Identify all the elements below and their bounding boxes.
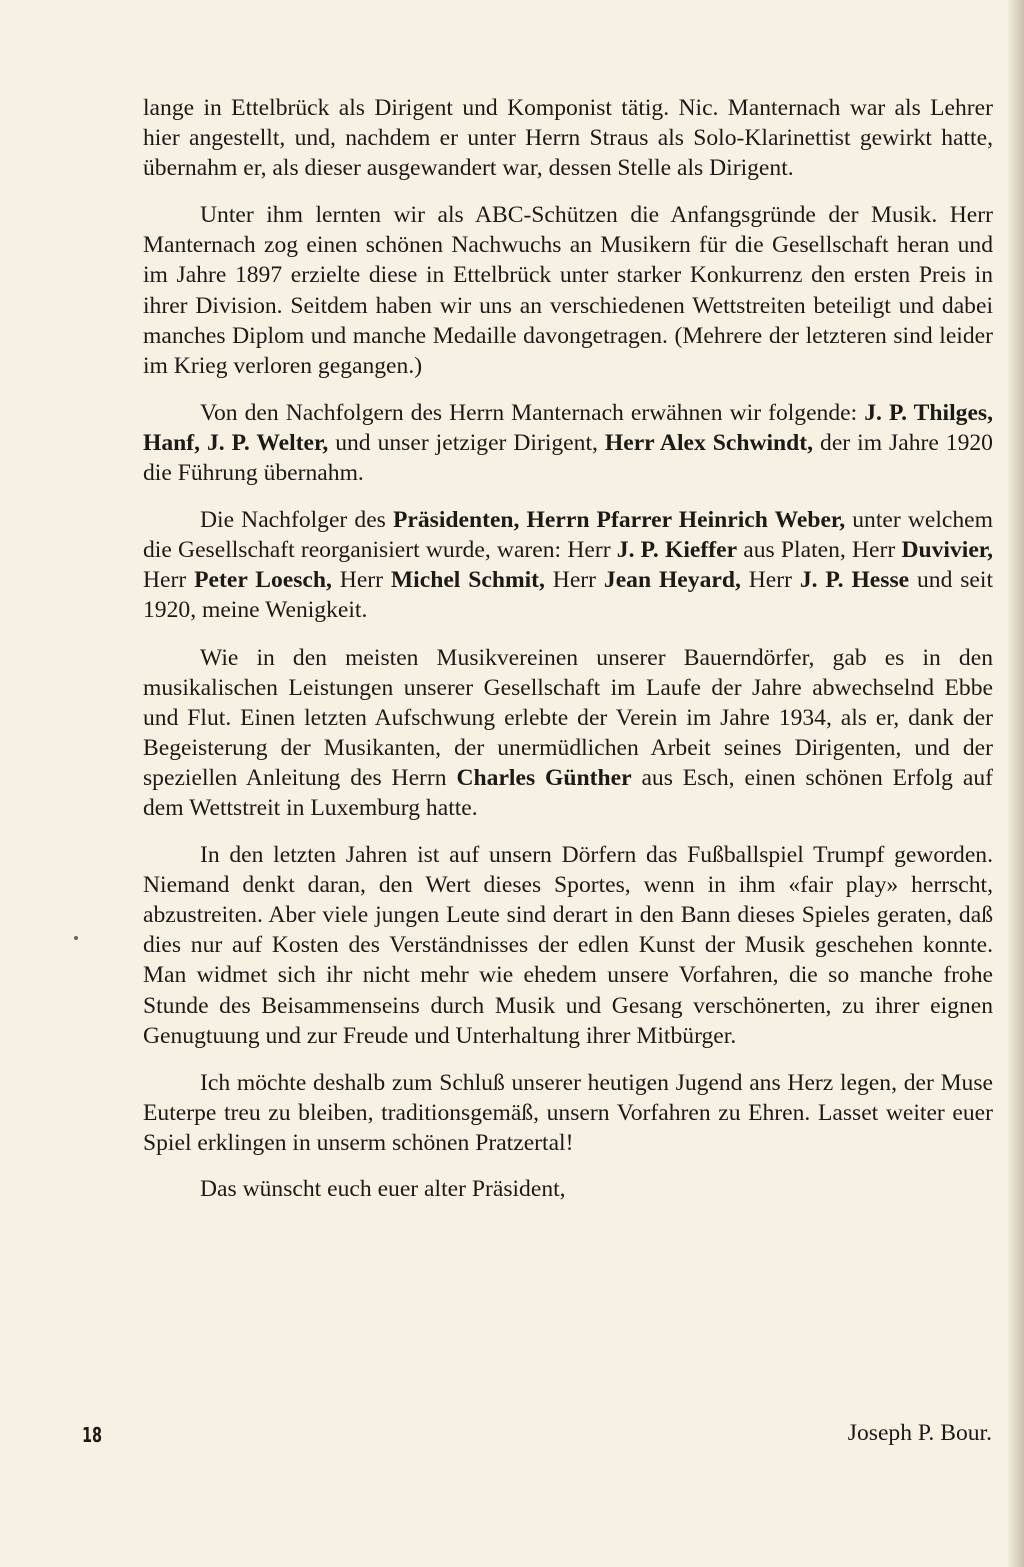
bold-name: Duvivier, — [901, 537, 993, 564]
text-run: aus Platen, Herr — [737, 537, 902, 564]
text-run: Herr — [143, 567, 195, 594]
body-text — [143, 93, 993, 1158]
paragraph-3 — [143, 398, 993, 488]
text-run: Die Nachfolger des — [200, 507, 393, 534]
paragraph-6 — [143, 840, 993, 1051]
bold-name: Präsidenten, Herrn Pfarrer Heinrich Weber, — [392, 507, 846, 534]
text-run: Herr — [740, 567, 800, 594]
text-run: Herr — [544, 567, 604, 594]
bold-name: Jean Heyard, — [603, 567, 741, 594]
text-run: unter welchem die Gesellschaft reorganisiert wurde, waren: Herr — [143, 507, 993, 564]
text-run: lange in Ettelbrück als Dirigent und Komponist tätig. Nic. Manternach war als Lehrer hier angestellt, und, nachdem er unter Herrn Straus als Solo-Klarinettist gewirkt hatte, übernahm er, als dieser ausgewandert war, dessen Stelle als Dirigent. — [143, 95, 993, 182]
text-run: Von den Nachfolgern des Herrn Manternach erwähnen wir folgende: — [200, 399, 865, 426]
bold-name: J. P. Hesse — [799, 567, 910, 594]
text-run: Ich möchte deshalb zum Schluß unserer heutigen Jugend ans Herz legen, der Muse Euterpe treu zu bleiben, traditionsgemäß, unsern Vorfahren zu Ehren. Lasset weiter euer Spiel erklingen in unserm schönen Pratzertal! — [143, 1069, 993, 1156]
paragraph-7 — [143, 1068, 993, 1158]
paragraph-2 — [143, 200, 993, 381]
bold-name: Herr Alex Schwindt, — [604, 429, 814, 456]
text-run: und unser jetziger Dirigent, — [328, 429, 605, 456]
bold-name: J. P. Thilges, Hanf, J. P. Welter, — [143, 399, 994, 456]
text-run: Herr — [331, 567, 391, 594]
text-run: In den letzten Jahren ist auf unsern Dörfern das Fußballspiel Trumpf geworden. Niemand denkt daran, den Wert dieses Sportes, wenn in ihm «fair play» herrscht, abzustreiten. Aber viele jungen Leute sind derart in den Bann dieses Spieles geraten, daß dies nur auf Kosten des Verständnisses der edlen Kunst der Musik geschehen konnte. Man widmet sich ihr nicht mehr wie ehedem unsere Vorfahren, die so manche frohe Stunde des Beisammenseins durch Musik und Gesang verschönerten, zu ihrer eignen Genugtuung und zur Freude und Unterhaltung ihrer Mitbürger. — [143, 842, 993, 1049]
print-speck — [74, 936, 78, 940]
text-run: Wie in den meisten Musikvereinen unserer Bauerndörfer, gab es in den musikalischen Leistungen unserer Gesellschaft im Laufe der Jahre abwechselnd Ebbe und Flut. Einen letzten Aufschwung erlebte der Verein im Jahre 1934, als er, dank der Begeisterung der Musikanten, der unermüdlichen Arbeit seines Dirigenten, und der speziellen Anleitung des Herrn — [143, 644, 993, 791]
text-run: der im Jahre 1920 die Führung übernahm. — [143, 429, 993, 487]
paragraph-1 — [143, 93, 993, 183]
page-number: 18 — [82, 1423, 103, 1447]
text-run: und seit 1920, meine Wenigkeit. — [143, 567, 994, 624]
bold-name: J. P. Kieffer — [616, 537, 738, 564]
bold-name: Charles Günther — [456, 764, 632, 791]
text-column — [143, 93, 993, 1204]
text-run: aus Esch, einen schönen Erfolg auf dem Wettstreit in Luxemburg hatte. — [143, 764, 993, 821]
signature: Joseph P. Bour. — [847, 1420, 992, 1446]
text-run: Unter ihm lernten wir als ABC-Schützen die Anfangsgründe der Musik. Herr Manternach zog einen schönen Nachwuchs an Musikern für die Gesellschaft heran und im Jahre 1897 erzielte diese in Ettelbrück unter starker Konkurrenz den ersten Preis in ihrer Division. Seitdem haben wir uns an verschiedenen Wettstreiten beteiligt und dabei manches Diplom und manche Medaille davongetragen. (Mehrere der letzteren sind leider im Krieg verloren gegangen.) — [143, 202, 993, 379]
bold-name: Peter Loesch, — [194, 567, 332, 594]
closing-greeting: Das wünscht euch euer alter Präsident, — [200, 1176, 566, 1202]
bold-name: Michel Schmit, — [390, 567, 545, 594]
paragraph-4 — [143, 505, 993, 625]
paragraph-5 — [143, 643, 993, 824]
page-edge-shadow — [1008, 0, 1024, 1567]
